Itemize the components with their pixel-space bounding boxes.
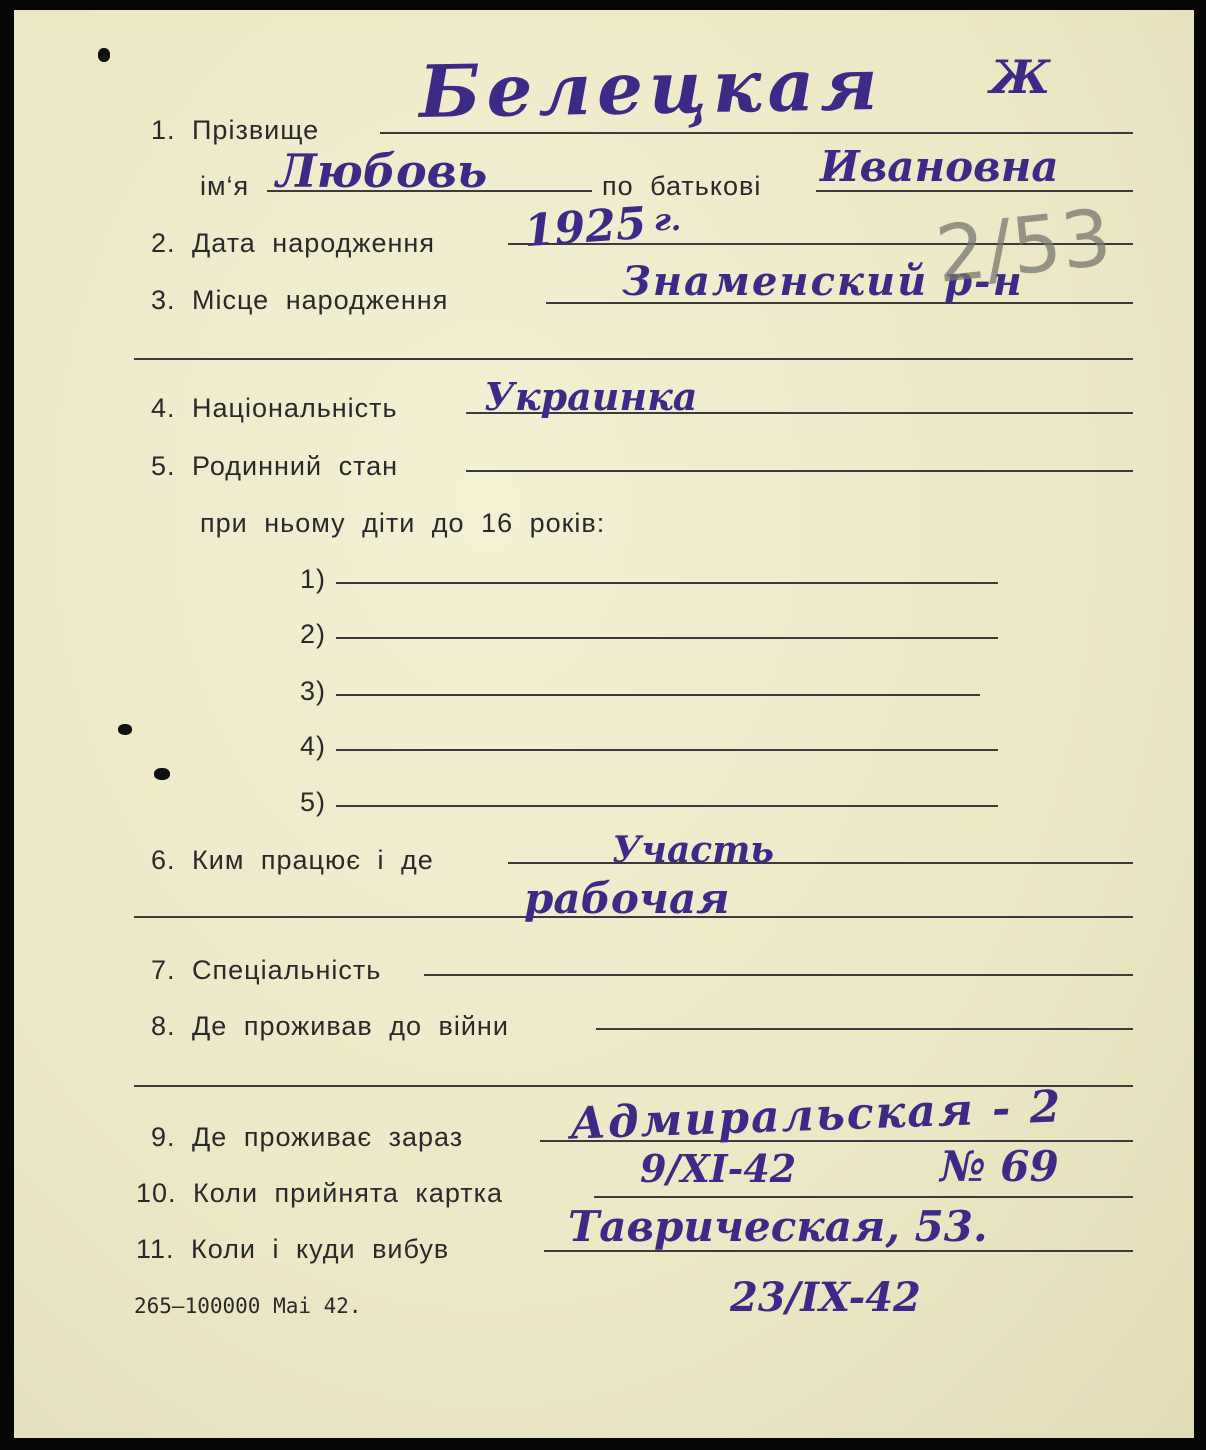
departure-label: 11. Коли і куди вибув [136,1234,450,1264]
birth-year-entry: 1925 [522,197,649,258]
punch-hole [154,768,170,780]
card-number-entry: № 69 [940,1142,1059,1191]
birthplace-entry: Знаменский р-н [622,258,1024,305]
nationality-entry: Украинка [484,374,698,419]
first-name-entry: Любовь [276,144,488,198]
child-4-line [336,749,998,751]
print-code: 265—100000 Mai 42. [134,1294,362,1318]
child-2-label: 2) [300,619,327,649]
child-3-line [336,694,980,696]
first-name-label: ім‘я [200,171,250,201]
birth-date-label: 2. Дата народження [151,228,435,258]
card-date-entry: 9/XI-42 [640,1146,797,1191]
child-2-line [336,637,998,639]
nationality-label: 4. Національність [151,393,398,423]
birth-year-suffix: г. [654,203,682,238]
child-4-label: 4) [300,731,327,761]
occupation-label: 6. Ким працює і де [151,845,434,875]
punch-hole [98,48,110,62]
registration-card [14,10,1194,1438]
children-label: при ньому діти до 16 років: [200,508,606,538]
current-address-entry: Адмиральская - 2 [569,1081,1064,1150]
child-5-line [336,805,998,807]
work-entry-1: Участь [612,829,775,871]
current-residence-label: 9. Де проживає зараз [151,1122,464,1152]
specialty-line [424,974,1133,976]
patronymic-label: по батькові [602,171,762,201]
prewar-residence-label: 8. Де проживав до війни [151,1011,509,1041]
child-5-label: 5) [300,787,327,817]
card-accepted-label: 10. Коли прийнята картка [136,1178,504,1208]
punch-hole [118,724,132,735]
prewar-residence-line [596,1028,1133,1030]
specialty-label: 7. Спеціальність [151,955,382,985]
birthplace-label: 3. Місце народження [151,285,449,315]
surname-label: 1. Прізвище [151,115,320,145]
departed-to-entry: Таврическая, 53. [568,1202,988,1251]
gender-mark: Ж [990,50,1051,104]
surname-entry: Белецкая [418,40,885,135]
pencil-note: 2/53 [931,193,1116,301]
card-accepted-line [594,1196,1133,1198]
occupation-line [508,862,1133,864]
marital-status-line [466,470,1133,472]
patronymic-entry: Ивановна [820,142,1059,191]
child-3-label: 3) [300,676,327,706]
work-entry-2: рабочая [524,874,730,923]
departed-date-entry: 23/IX-42 [730,1274,921,1321]
birthplace-line-2 [134,358,1133,360]
marital-status-label: 5. Родинний стан [151,451,399,481]
child-1-line [336,582,998,584]
child-1-label: 1) [300,564,327,594]
